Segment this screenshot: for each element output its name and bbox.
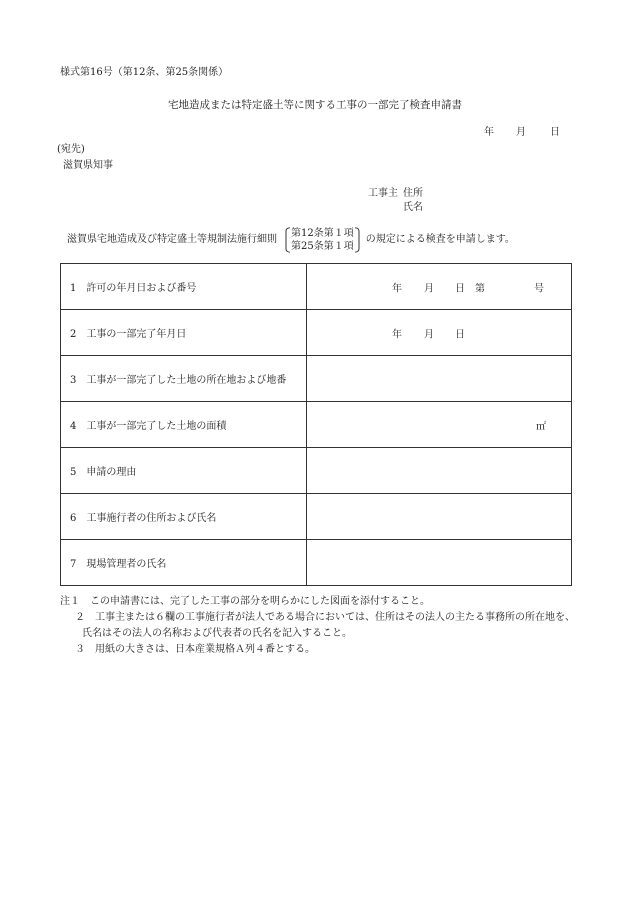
statement-prefix: 滋賀県宅地造成及び特定盛土等規制法施行細則 — [67, 234, 277, 245]
land-area-field[interactable] — [307, 402, 572, 448]
statement-suffix: の規定による検査を申請します。 — [365, 234, 515, 245]
table-row — [61, 448, 572, 494]
completion-month-label: 月 — [424, 329, 434, 340]
site-manager-name-field[interactable] — [307, 540, 572, 586]
item-label: 6 工事施行者の住所および氏名 — [61, 494, 307, 540]
area-unit-label: ㎡ — [536, 421, 546, 432]
clause-2: 第25条第１項 — [291, 241, 354, 252]
contractor-address-name-field[interactable] — [307, 494, 572, 540]
permit-number-prefix: 第 — [475, 283, 485, 294]
clause-1: 第12条第１項 — [291, 228, 354, 239]
item-label: 3 工事が一部完了した土地の所在地および地番 — [61, 356, 307, 402]
applicant-address-label: 住所 — [403, 188, 423, 199]
document-title: 宅地造成または特定盛土等に関する工事の一部完了検査申請書 — [168, 99, 462, 111]
right-brace-icon — [354, 227, 360, 253]
date-month-label: 月 — [516, 127, 526, 138]
applicant-name-label: 氏名 — [403, 202, 423, 213]
form-number: 様式第16号（第12条、第25条関係） — [60, 67, 229, 78]
completion-day-label: 日 — [455, 329, 465, 340]
partial-completion-date-field[interactable] — [307, 310, 572, 356]
item-label: 1 許可の年月日および番号 — [61, 264, 307, 310]
table-row — [61, 494, 572, 540]
item-label: 7 現場管理者の氏名 — [61, 540, 307, 586]
permit-month-label: 月 — [424, 283, 434, 294]
applicant-role: 工事主 — [368, 188, 398, 199]
table-row — [61, 540, 572, 586]
addressee-label: (宛先) — [57, 144, 85, 155]
addressee: 滋賀県知事 — [63, 160, 113, 171]
permit-number-suffix: 号 — [534, 283, 544, 294]
application-statement — [67, 225, 515, 255]
item-label: 4 工事が一部完了した土地の面積 — [61, 402, 307, 448]
permit-year-label: 年 — [392, 283, 402, 294]
left-brace-icon — [285, 227, 291, 253]
land-location-field[interactable] — [307, 356, 572, 402]
application-reason-field[interactable] — [307, 448, 572, 494]
date-day-label: 日 — [550, 127, 560, 138]
note-2-continued: 氏名はその法人の名称および代表者の氏名を記入すること。 — [82, 628, 352, 639]
note-1: 注１ この申請書には、完了した工事の部分を明らかにした図面を添付すること。 — [60, 596, 430, 607]
item-label: 5 申請の理由 — [61, 448, 307, 494]
completion-year-label: 年 — [392, 329, 402, 340]
table-row — [61, 310, 572, 356]
date-year-label: 年 — [484, 127, 494, 138]
table-row — [61, 402, 572, 448]
table-row — [61, 264, 572, 310]
clause-bracket — [285, 227, 360, 253]
note-2: ２ 工事主または６欄の工事施行者が法人である場合においては、住所はその法人の主たる事務所の所在地を、 — [75, 612, 575, 623]
permit-day-label: 日 — [455, 283, 465, 294]
permit-date-number-field[interactable] — [307, 264, 572, 310]
date-line — [484, 127, 560, 139]
application-items-table — [60, 263, 572, 586]
item-label: 2 工事の一部完了年月日 — [61, 310, 307, 356]
table-row — [61, 356, 572, 402]
note-3: ３ 用紙の大きさは、日本産業規格Ａ列４番とする。 — [75, 644, 315, 655]
